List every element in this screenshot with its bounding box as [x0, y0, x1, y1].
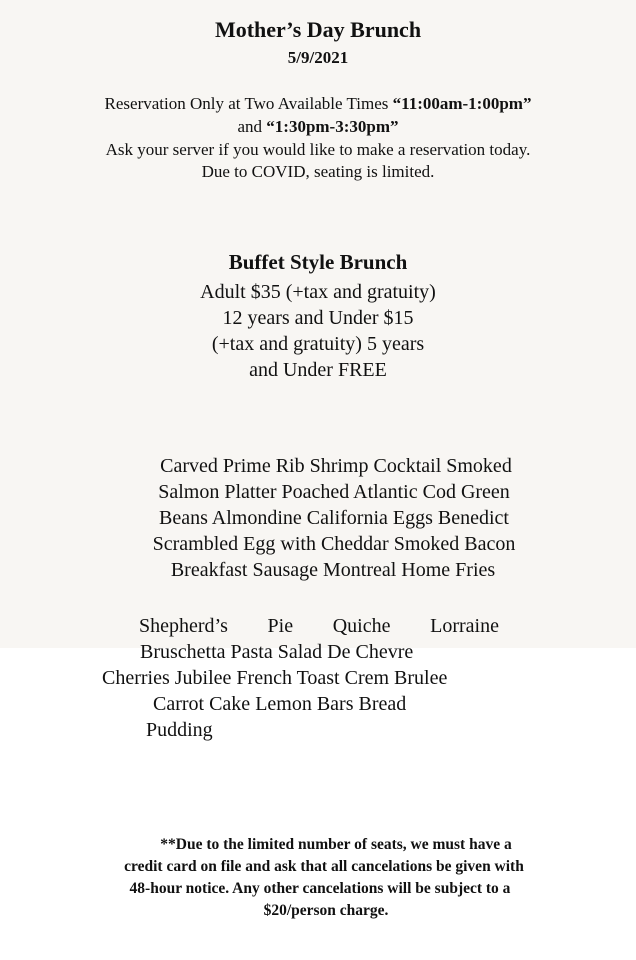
- menu-line-1: Carved Prime Rib Shrimp Cocktail Smoked: [160, 455, 512, 477]
- reservation-line-2: [0, 118, 636, 135]
- menu-line-5: Breakfast Sausage Montreal Home Fries: [170, 559, 496, 581]
- menu-word-shepherds: Shepherd’s: [139, 615, 228, 637]
- menu-line-10: Pudding: [146, 719, 213, 741]
- reservation-line-4: Due to COVID, seating is limited.: [201, 162, 435, 181]
- price-line-4: and Under FREE: [249, 359, 387, 381]
- menu-word-pie: Pie: [267, 615, 294, 637]
- price-line-2: 12 years and Under $15: [222, 307, 414, 329]
- menu-line-8: Cherries Jubilee French Toast Crem Brulee: [102, 667, 448, 689]
- menu-line-7: Bruschetta Pasta Salad De Chevre: [140, 641, 414, 663]
- menu-line-4: Scrambled Egg with Cheddar Smoked Bacon: [152, 533, 516, 555]
- reservation-time-1: “11:00am-1:00pm”: [392, 94, 532, 113]
- buffet-title: Buffet Style Brunch: [228, 250, 408, 274]
- event-date: 5/9/2021: [287, 48, 349, 67]
- reservation-line-3: Ask your server if you would like to make a reservation today.: [105, 140, 531, 159]
- reservation-line-1: [0, 95, 636, 112]
- menu-line-9: Carrot Cake Lemon Bars Bread: [153, 693, 407, 715]
- menu-word-lorraine: Lorraine: [430, 615, 499, 637]
- reservation-line-1-text: Reservation Only at Two Available Times: [104, 94, 393, 113]
- menu-line-3: Beans Almondine California Eggs Benedict: [159, 507, 509, 529]
- menu-line-2: Salmon Platter Poached Atlantic Cod Green: [158, 481, 510, 503]
- notice-line-2: credit card on file and ask that all cancelations be given with: [124, 858, 524, 875]
- menu-word-quiche: Quiche: [332, 615, 391, 637]
- page-title: Mother’s Day Brunch: [214, 17, 422, 42]
- menu-line-6: [139, 616, 499, 636]
- reservation-line-2-text: and: [237, 117, 267, 136]
- price-line-3: (+tax and gratuity) 5 years: [211, 333, 425, 355]
- notice-line-1: **Due to the limited number of seats, we must have a: [160, 836, 512, 853]
- notice-line-4: $20/person charge.: [263, 902, 389, 919]
- price-line-1: Adult $35 (+tax and gratuity): [200, 281, 436, 303]
- reservation-time-2: “1:30pm-3:30pm”: [266, 117, 399, 136]
- notice-line-3: 48-hour notice. Any other cancelations will be subject to a: [129, 880, 511, 897]
